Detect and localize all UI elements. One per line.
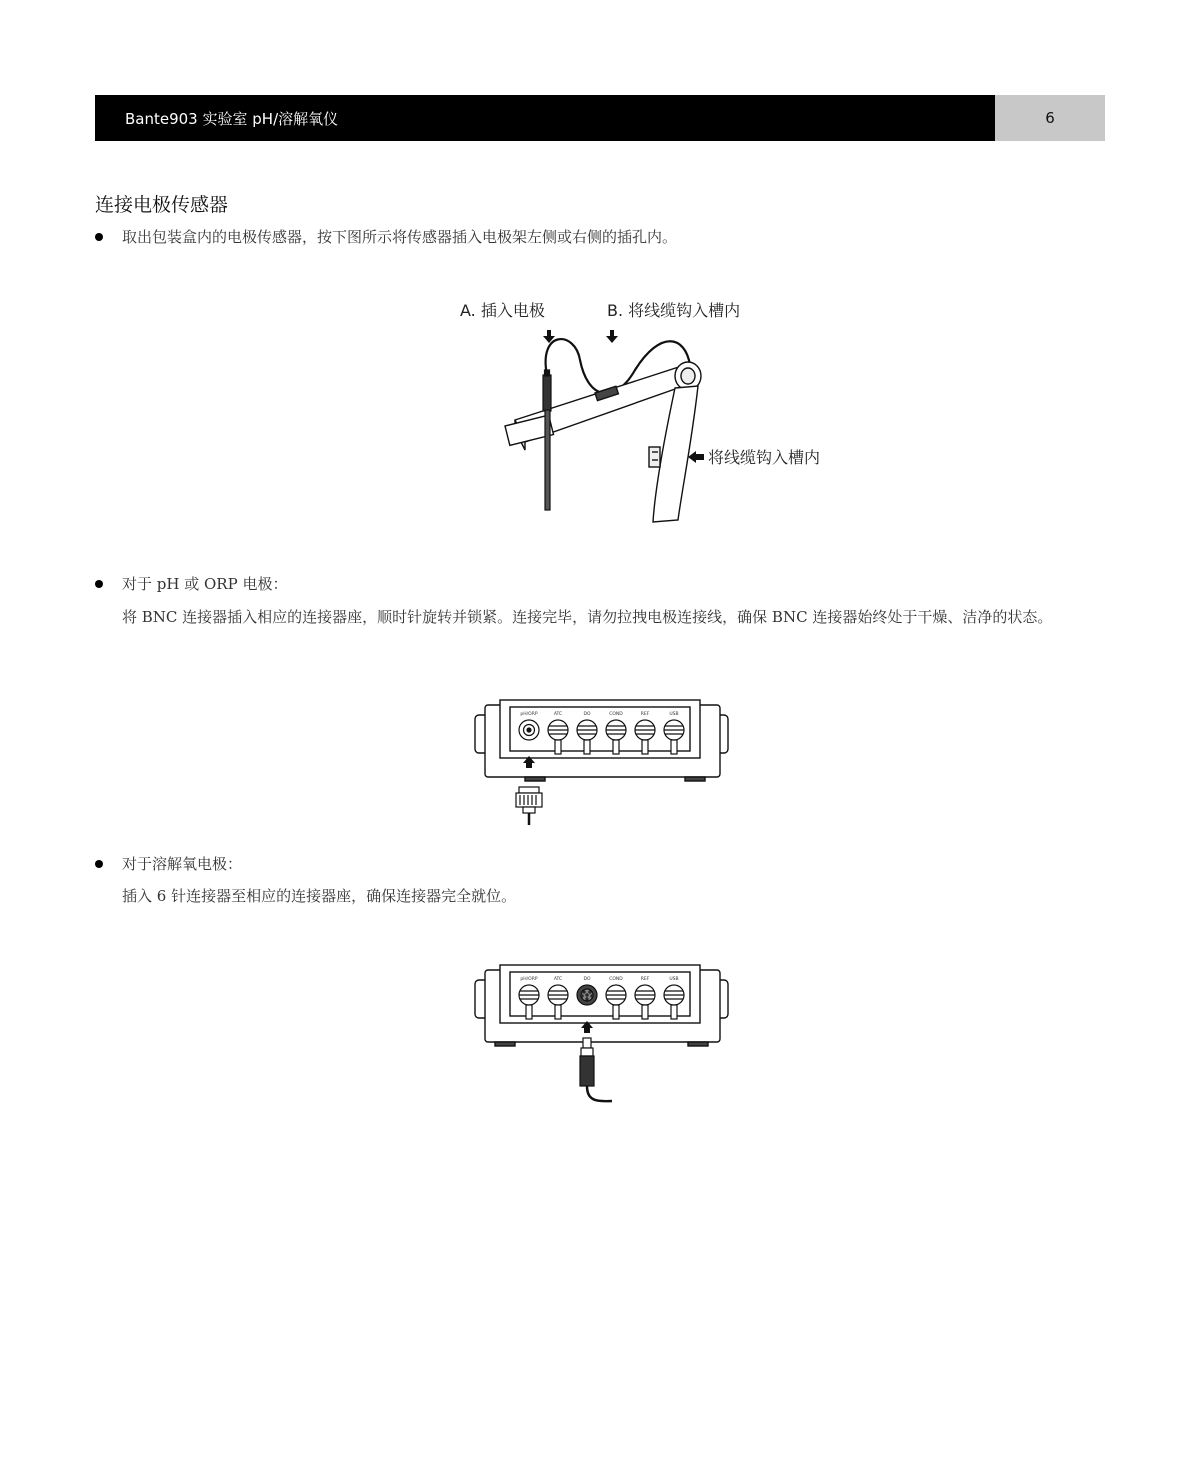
holder-post [649, 386, 698, 522]
bnc-connection-figure [470, 695, 735, 830]
bullet-do [95, 850, 1107, 910]
bullet-text: 取出包装盒内的电极传感器，按下图所示将传感器插入电极架左侧或右侧的插孔内。 [122, 228, 678, 246]
electrode [543, 370, 551, 510]
header-bar [95, 95, 995, 141]
do-connection-figure [470, 960, 735, 1105]
label-b: B. 将线缆钩入槽内 [607, 301, 741, 320]
port-label: pH/ORP [520, 977, 538, 982]
bullet-text: 对于 pH 或 ORP 电极： [122, 575, 288, 593]
port-label: DO [583, 712, 591, 717]
bullet-dot-icon [95, 860, 103, 868]
bullet-insert-sensor [95, 223, 1107, 251]
port-label: USB [669, 977, 679, 982]
bullet-detail: 插入 6 针连接器至相应的连接器座，确保连接器完全就位。 [122, 887, 517, 905]
page-number: 6 [995, 95, 1105, 141]
section-title: 连接电极传感器 [95, 194, 229, 216]
arrow-left-icon [688, 451, 704, 463]
port-label: REF [640, 977, 650, 982]
bullet-dot-icon [95, 233, 103, 241]
port-label: DO [583, 977, 591, 982]
socket-do-6pin [577, 985, 597, 1005]
port-label: pH/ORP [520, 712, 538, 717]
do-plug [580, 1038, 612, 1101]
bullet-detail: 将 BNC 连接器插入相应的连接器座，顺时针旋转并锁紧。连接完毕，请勿拉拽电极连接线，确保 BNC 连接器始终处于干燥、洁净的状态。 [122, 608, 1053, 626]
document-title: Bante903 实验室 pH/溶解氧仪 [125, 109, 339, 128]
port-label: ATC [553, 712, 563, 717]
port-label: COND [609, 977, 623, 982]
arrow-down-b-icon [606, 330, 618, 343]
bullet-ph-orp [95, 570, 1107, 632]
label-c: 将线缆钩入槽内 [708, 448, 821, 467]
bnc-connector [516, 787, 542, 825]
electrode-holder-figure [420, 290, 860, 530]
port-label: ATC [553, 977, 563, 982]
bullet-text: 对于溶解氧电极： [122, 855, 243, 873]
port-label: REF [640, 712, 650, 717]
port-label: USB [669, 712, 679, 717]
port-label: COND [609, 712, 623, 717]
bullet-dot-icon [95, 580, 103, 588]
label-a: A. 插入电极 [460, 301, 545, 320]
